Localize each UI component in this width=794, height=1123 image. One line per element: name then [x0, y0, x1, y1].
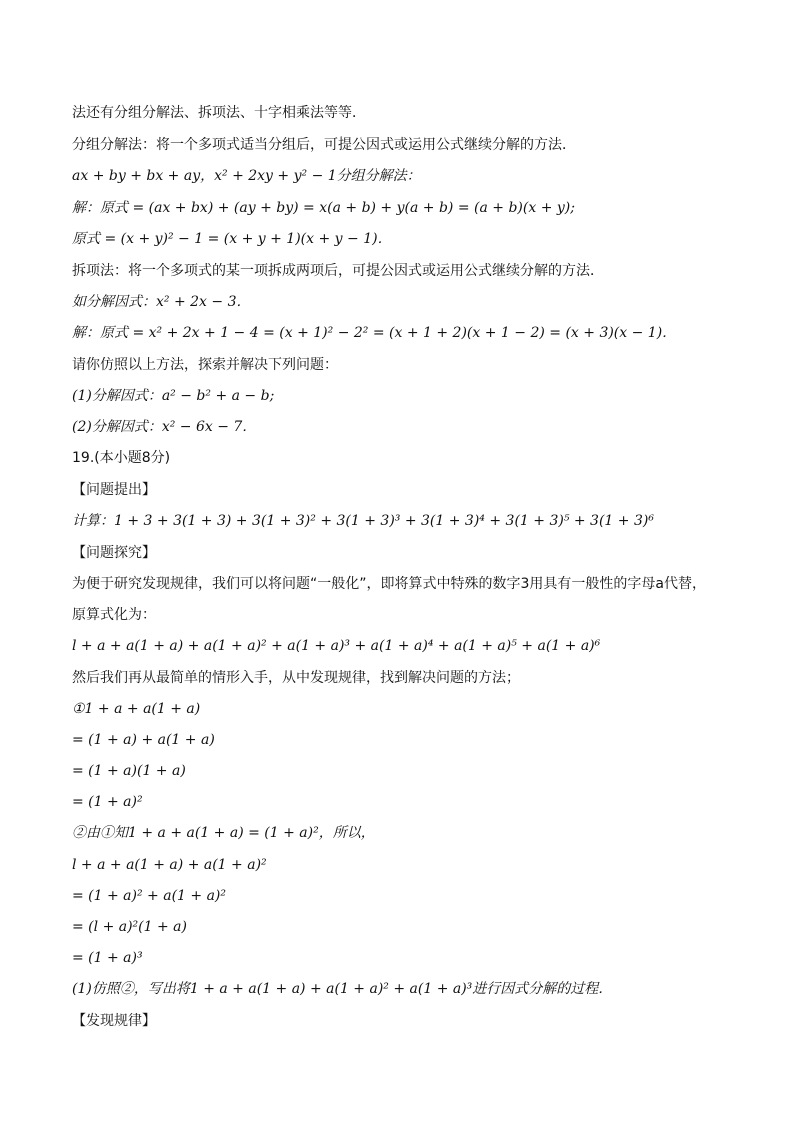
math-line: = (1 + a)²: [72, 794, 143, 810]
math-line: (2)分解因式：x² − 6x − 7．: [72, 419, 257, 435]
text-line: 分组分解法：将一个多项式适当分组后，可提公因式或运用公式继续分解的方法．: [72, 137, 576, 153]
math-line: ax + by + bx + ay，x² + 2xy + y² − 1分组分解法：: [72, 168, 421, 184]
math-line: = (1 + a)² + a(1 + a)²: [72, 888, 226, 904]
text-line: 然后我们再从最简单的情形入手，从中发现规律，找到解决问题的方法；: [72, 670, 520, 686]
math-line: ②由①知1 + a + a(1 + a) = (1 + a)²，所以，: [72, 825, 375, 841]
section-heading: 【发现规律】: [72, 1013, 156, 1029]
text-line: 拆项法：将一个多项式的某一项拆成两项后，可提公因式或运用公式继续分解的方法．: [72, 263, 604, 279]
section-heading: 【问题探究】: [72, 545, 156, 561]
math-line: (1)分解因式：a² − b² + a − b;: [72, 388, 275, 404]
math-line: = (1 + a)(1 + a): [72, 763, 186, 779]
math-line: l + a + a(1 + a) + a(1 + a)² + a(1 + a)³ + a(1 + a)⁴ + a(1 + a)⁵ + a(1 + a)⁶: [72, 638, 601, 654]
section-heading: 【问题提出】: [72, 482, 156, 498]
math-line: (1)仿照②，写出将1 + a + a(1 + a) + a(1 + a)² + a(1 + a)³进行因式分解的过程．: [72, 981, 613, 997]
question-heading: 19.(本小题8分): [72, 450, 171, 466]
math-line: = (1 + a)³: [72, 950, 143, 966]
text-line: 原算式化为：: [72, 607, 156, 623]
math-line: = (1 + a) + a(1 + a): [72, 732, 215, 748]
math-line: 原式 = (x + y)² − 1 = (x + y + 1)(x + y − 1)．: [72, 231, 392, 247]
math-line: 解：原式 = (ax + bx) + (ay + by) = x(a + b) + y(a + b) = (a + b)(x + y);: [72, 200, 575, 216]
math-line: = (l + a)²(1 + a): [72, 919, 187, 935]
math-line: 解：原式 = x² + 2x + 1 − 4 = (x + 1)² − 2² = (x + 1 + 2)(x + 1 − 2) = (x + 3)(x − 1)．: [72, 325, 677, 341]
text-line: 法还有分组分解法、拆项法、十字相乘法等等．: [72, 105, 366, 121]
math-line: 计算：1 + 3 + 3(1 + 3) + 3(1 + 3)² + 3(1 + 3)³ + 3(1 + 3)⁴ + 3(1 + 3)⁵ + 3(1 + 3)⁶: [72, 513, 654, 529]
text-line: 为便于研究发现规律，我们可以将问题“一般化”，即将算式中特殊的数字3用具有一般性的字母a代替，: [72, 576, 706, 592]
math-line: l + a + a(1 + a) + a(1 + a)²: [72, 857, 267, 873]
math-line: 如分解因式：x² + 2x − 3．: [72, 294, 251, 310]
text-line: 请你仿照以上方法，探索并解决下列问题：: [72, 357, 338, 373]
math-line: ①1 + a + a(1 + a): [72, 701, 201, 717]
